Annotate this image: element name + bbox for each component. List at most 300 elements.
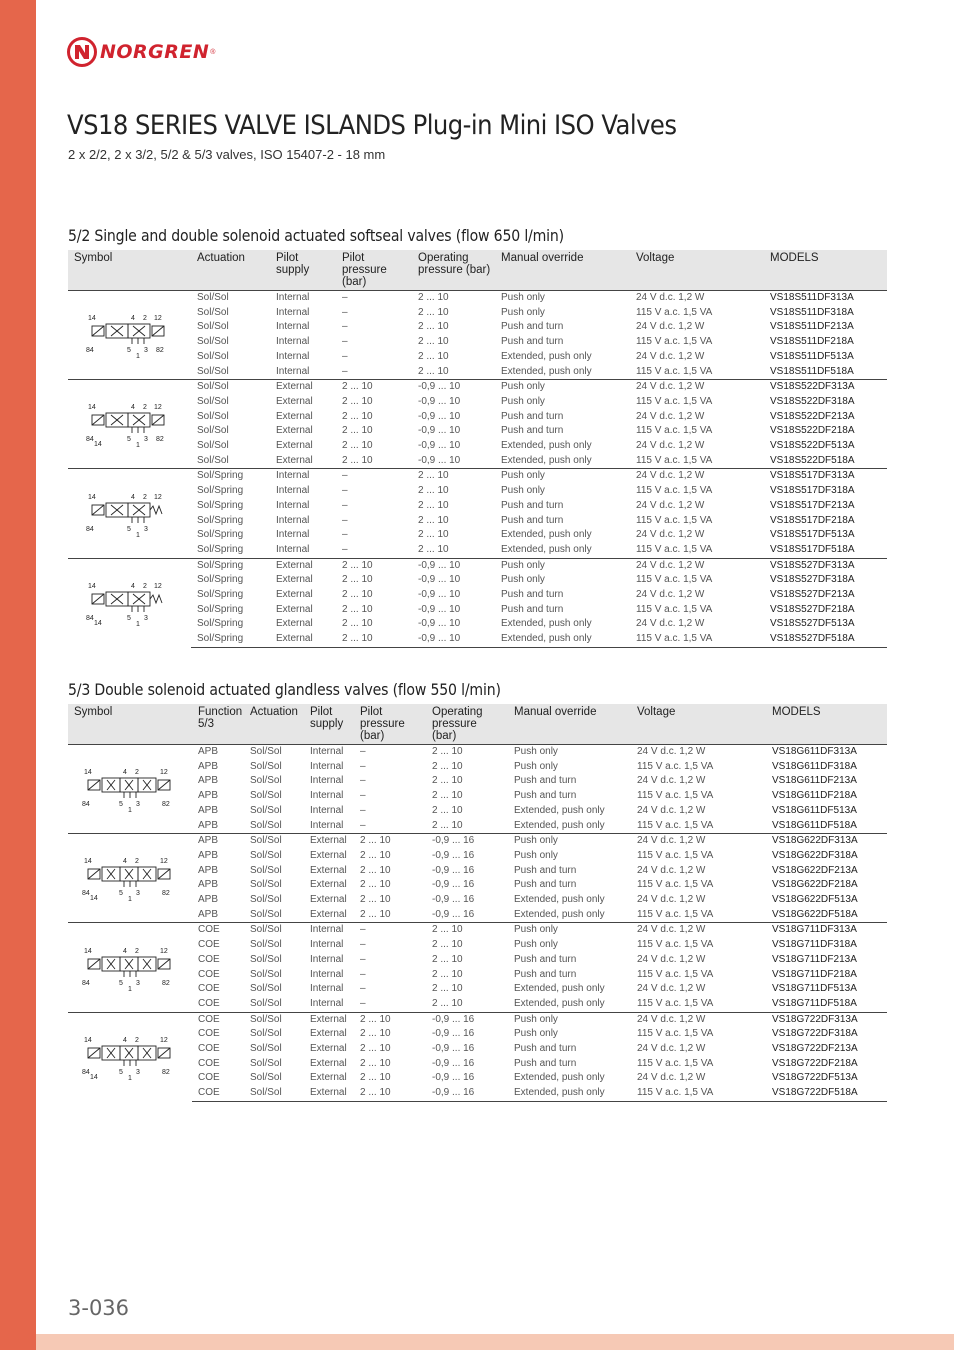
table-cell: Sol/Spring [197, 589, 244, 601]
table-cell: 2 ... 10 [336, 558, 412, 573]
section-title-5-2: 5/2 Single and double solenoid actuated softseal valves (flow 650 l/min) [68, 226, 564, 245]
table-cell: 115 V a.c. 1,5 VA [631, 1086, 766, 1101]
model-code: VS18G711DF218A [772, 968, 857, 980]
table-cell: 24 V d.c. 1,2 W [637, 864, 706, 876]
table-cell: Push only [514, 939, 558, 951]
table-cell: Extended, push only [514, 1072, 605, 1084]
model-code: VS18G722DF313A [766, 1012, 887, 1027]
table-cell: Sol/Sol [250, 760, 282, 772]
table-cell: COE [198, 968, 220, 980]
table-cell: – [360, 953, 366, 965]
table-cell: Internal [270, 543, 336, 558]
col-operating-pressure: Operating pressure (bar) [412, 250, 495, 291]
port-label: 1 [136, 442, 140, 450]
model-code: VS18G722DF513A [772, 1072, 858, 1084]
table-cell: 2 ... 10 [360, 894, 391, 906]
table-cell: Sol/Sol [250, 1043, 282, 1055]
table-cell: Push and turn [514, 1043, 577, 1055]
table-cell: – [342, 485, 348, 497]
port-label: 3 [136, 979, 140, 987]
model-code: VS18S517DF313A [764, 469, 887, 484]
valve-symbol-icon [68, 292, 188, 372]
table-cell: 115 V a.c. 1,5 VA [636, 574, 713, 586]
table-cell: Sol/Sol [191, 291, 270, 306]
table-cell: Extended, push only [501, 350, 592, 362]
table-cell: -0,9 ... 16 [432, 1028, 475, 1040]
table-cell: – [360, 790, 366, 802]
model-code: VS18S511DF218A [770, 336, 854, 348]
port-label: 3 [144, 525, 148, 533]
table-cell: External [310, 1043, 347, 1055]
table-cell: -0,9 ... 10 [418, 618, 461, 630]
section-title-5-3: 5/3 Double solenoid actuated glandless valves (flow 550 l/min) [68, 680, 501, 699]
table-cell: Sol/Sol [197, 336, 229, 348]
table-cell: COE [192, 1086, 244, 1101]
model-code: VS18S517DF518A [764, 543, 887, 558]
port-label: 14 [90, 895, 98, 903]
table-cell: 115 V a.c. 1,5 VA [636, 306, 713, 318]
table-cell: Sol/Sol [244, 1086, 304, 1101]
table-cell: Internal [270, 291, 336, 306]
table-cell: 2 ... 10 [426, 997, 508, 1012]
table-cell: 2 ... 10 [418, 350, 449, 362]
col-manual-override: Manual override [508, 704, 631, 745]
table-cell: Push only [508, 745, 631, 760]
port-label: 1 [136, 353, 140, 361]
table-cell: Internal [310, 968, 344, 980]
table-cell: 24 V d.c. 1,2 W [637, 983, 706, 995]
port-label: 82 [162, 1069, 170, 1077]
page-subtitle: 2 x 2/2, 2 x 3/2, 5/2 & 5/3 valves, ISO 15407-2 - 18 mm [68, 147, 386, 162]
table-cell: -0,9 ... 10 [412, 380, 495, 395]
table-cell: Sol/Sol [250, 790, 282, 802]
table-cell: Sol/Sol [244, 745, 304, 760]
table-cell: Internal [310, 790, 344, 802]
valve-symbol-cell [68, 380, 191, 469]
table-cell: 2 ... 10 [412, 469, 495, 484]
table-cell: Extended, push only [495, 632, 630, 647]
model-code: VS18S522DF518A [764, 454, 887, 469]
table-row [68, 1012, 887, 1027]
table-cell: Push and turn [514, 775, 577, 787]
table-cell: Push and turn [501, 410, 564, 422]
table-cell: Internal [304, 819, 354, 834]
table-cell: 2 ... 10 [360, 1072, 391, 1084]
port-label: 14 [84, 947, 92, 955]
table-cell: Sol/Sol [250, 1028, 282, 1040]
port-label: 4 [123, 1037, 127, 1045]
col-models: MODELS [766, 704, 887, 745]
port-label: 82 [162, 801, 170, 809]
port-label: 84 [86, 615, 94, 623]
table-cell: 2 ... 10 [418, 529, 449, 541]
table-header-row [68, 250, 887, 291]
table-cell: Internal [276, 306, 310, 318]
table-cell: APB [192, 908, 244, 923]
port-label: 84 [82, 890, 90, 898]
table-cell: – [342, 499, 348, 511]
table-cell: COE [198, 1043, 220, 1055]
table-cell: – [354, 819, 426, 834]
model-code: VS18S522DF318A [770, 395, 855, 407]
port-label: 3 [144, 436, 148, 444]
valves-5-2-table [68, 250, 887, 648]
table-cell: 115 V a.c. 1,5 VA [630, 543, 764, 558]
col-voltage: Voltage [631, 704, 766, 745]
table-cell: Push and turn [514, 1057, 577, 1069]
table-cell: 24 V d.c. 1,2 W [636, 589, 705, 601]
table-cell: Push and turn [514, 879, 577, 891]
model-code: VS18S522DF213A [770, 410, 855, 422]
port-label: 2 [135, 769, 139, 777]
table-cell: Sol/Spring [197, 603, 244, 615]
model-code: VS18G722DF318A [772, 1028, 858, 1040]
table-cell: 2 ... 10 [432, 760, 463, 772]
table-cell: 115 V a.c. 1,5 VA [637, 939, 714, 951]
table-cell: 2 ... 10 [342, 425, 373, 437]
norgren-emblem-icon [67, 37, 97, 67]
table-cell: Sol/Sol [191, 365, 270, 380]
table-cell: 24 V d.c. 1,2 W [630, 380, 764, 395]
table-cell: Sol/Sol [197, 440, 229, 452]
table-cell: 2 ... 10 [418, 336, 449, 348]
table-row [68, 380, 887, 395]
model-code: VS18G711DF313A [766, 923, 887, 938]
table-cell: External [304, 834, 354, 849]
valve-symbol-cell [68, 1012, 192, 1101]
model-code: VS18S511DF513A [770, 350, 854, 362]
table-cell: – [360, 760, 366, 772]
table-cell: 2 ... 10 [432, 775, 463, 787]
table-cell: External [304, 908, 354, 923]
port-label: 14 [94, 441, 102, 449]
table-cell: -0,9 ... 16 [432, 879, 475, 891]
table-cell: Sol/Sol [250, 1057, 282, 1069]
model-code: VS18S527DF213A [770, 589, 855, 601]
port-label: 12 [160, 1037, 168, 1045]
col-models: MODELS [764, 250, 887, 291]
valve-symbol-cell [68, 745, 192, 834]
table-cell: Sol/Sol [197, 321, 229, 333]
table-cell: -0,9 ... 10 [412, 558, 495, 573]
port-label: 5 [127, 525, 131, 533]
table-cell: APB [198, 804, 219, 816]
table-cell: Sol/Spring [197, 499, 244, 511]
valve-symbol-cell [68, 469, 191, 558]
model-code: VS18S517DF318A [770, 485, 855, 497]
table-cell: – [354, 923, 426, 938]
table-cell: Internal [310, 760, 344, 772]
table-cell: Internal [276, 321, 310, 333]
table-cell: 24 V d.c. 1,2 W [636, 350, 705, 362]
table-cell: Sol/Spring [197, 618, 244, 630]
table-cell: – [336, 469, 412, 484]
table-cell: Push and turn [514, 864, 577, 876]
table-cell: External [270, 558, 336, 573]
table-cell: Push only [501, 395, 545, 407]
model-code: VS18G611DF318A [772, 760, 857, 772]
side-accent-bar [0, 0, 36, 1350]
table-cell: 115 V a.c. 1,5 VA [636, 336, 713, 348]
table-cell: 115 V a.c. 1,5 VA [631, 997, 766, 1012]
table-cell: APB [192, 819, 244, 834]
model-code: VS18G711DF213A [772, 953, 857, 965]
table-cell: External [276, 589, 313, 601]
table-cell: Internal [276, 350, 310, 362]
table-cell: APB [198, 894, 219, 906]
table-cell: Internal [270, 365, 336, 380]
table-cell: -0,9 ... 16 [432, 864, 475, 876]
table-cell: 2 ... 10 [342, 618, 373, 630]
model-code: VS18G622DF213A [772, 864, 858, 876]
table-cell: Extended, push only [514, 804, 605, 816]
table-cell: Extended, push only [495, 543, 630, 558]
table-cell: – [354, 745, 426, 760]
table-cell: Push only [501, 485, 545, 497]
port-label: 5 [119, 1069, 123, 1077]
table-cell: APB [198, 849, 219, 861]
table-cell: Push only [508, 1012, 631, 1027]
model-code: VS18S511DF313A [764, 291, 887, 306]
table-cell: 115 V a.c. 1,5 VA [630, 632, 764, 647]
port-label: 12 [160, 769, 168, 777]
table-cell: COE [198, 953, 220, 965]
model-code: VS18S511DF318A [770, 306, 854, 318]
col-pilot-pressure: Pilot pressure (bar) [354, 704, 426, 745]
port-label: 4 [123, 769, 127, 777]
table-cell: APB [192, 745, 244, 760]
model-code: VS18G622DF518A [766, 908, 887, 923]
table-cell: 2 ... 10 [342, 574, 373, 586]
table-cell: Sol/Sol [244, 908, 304, 923]
table-cell: Internal [276, 485, 310, 497]
valve-symbol-cell [68, 291, 191, 380]
table-cell: 115 V a.c. 1,5 VA [636, 485, 713, 497]
table-cell: Push and turn [514, 790, 577, 802]
table-cell: Push only [508, 923, 631, 938]
table-cell: 2 ... 10 [412, 365, 495, 380]
table-cell: External [276, 410, 313, 422]
table-cell: COE [192, 997, 244, 1012]
table-cell: 24 V d.c. 1,2 W [631, 923, 766, 938]
port-label: 84 [82, 801, 90, 809]
model-code: VS18S527DF518A [764, 632, 887, 647]
table-cell: Push only [514, 849, 558, 861]
valves-5-3-table [68, 704, 887, 1102]
port-label: 2 [143, 404, 147, 412]
table-cell: Sol/Spring [197, 529, 244, 541]
table-cell: Extended, push only [514, 894, 605, 906]
table-cell: COE [198, 1072, 220, 1084]
table-cell: – [342, 529, 348, 541]
table-cell: 2 ... 10 [432, 953, 463, 965]
table-cell: APB [198, 790, 219, 802]
table-cell: 2 ... 10 [360, 1057, 391, 1069]
port-label: 5 [127, 347, 131, 355]
table-cell: COE [192, 923, 244, 938]
table-cell: Sol/Sol [197, 306, 229, 318]
port-label: 3 [144, 615, 148, 623]
valve-symbol-icon [68, 835, 188, 915]
table-cell: 2 ... 10 [426, 745, 508, 760]
table-header-row [68, 704, 887, 745]
table-cell: -0,9 ... 16 [432, 1043, 475, 1055]
table-cell: COE [192, 1012, 244, 1027]
table-cell: – [342, 336, 348, 348]
port-label: 5 [119, 801, 123, 809]
port-label: 4 [131, 404, 135, 412]
model-code: VS18G722DF218A [772, 1057, 858, 1069]
model-code: VS18S522DF513A [770, 440, 855, 452]
table-cell: 2 ... 10 [418, 321, 449, 333]
table-cell: External [310, 894, 347, 906]
bottom-accent-bar [36, 1334, 954, 1350]
table-cell: 2 ... 10 [418, 306, 449, 318]
table-cell: Internal [304, 997, 354, 1012]
port-label: 4 [123, 947, 127, 955]
table-cell: Sol/Spring [191, 469, 270, 484]
table-cell: 2 ... 10 [426, 923, 508, 938]
valve-symbol-cell [68, 923, 192, 1012]
port-label: 3 [136, 801, 140, 809]
port-label: 2 [135, 1037, 139, 1045]
port-label: 5 [119, 979, 123, 987]
table-cell: – [360, 968, 366, 980]
table-cell: 24 V d.c. 1,2 W [637, 1043, 706, 1055]
table-cell: -0,9 ... 10 [418, 574, 461, 586]
table-cell: Push only [495, 380, 630, 395]
col-pilot-pressure: Pilot pressure (bar) [336, 250, 412, 291]
table-cell: Push only [495, 558, 630, 573]
table-cell: Push and turn [501, 321, 564, 333]
table-cell: 24 V d.c. 1,2 W [630, 291, 764, 306]
table-cell: 2 ... 10 [412, 543, 495, 558]
port-label: 1 [128, 896, 132, 904]
table-cell: Extended, push only [508, 997, 631, 1012]
table-cell: – [360, 939, 366, 951]
table-cell: External [304, 1086, 354, 1101]
port-label: 82 [156, 347, 164, 355]
valve-symbol-icon [68, 381, 188, 461]
port-label: 14 [84, 769, 92, 777]
port-label: 82 [162, 979, 170, 987]
model-code: VS18S527DF313A [764, 558, 887, 573]
table-cell: 24 V d.c. 1,2 W [636, 618, 705, 630]
table-cell: 2 ... 10 [360, 1028, 391, 1040]
table-cell: Sol/Sol [250, 953, 282, 965]
table-cell: External [310, 864, 347, 876]
table-cell: – [354, 997, 426, 1012]
col-pilot-supply: Pilot supply [270, 250, 336, 291]
brand-name: NORGREN [100, 41, 210, 63]
table-cell: External [310, 1028, 347, 1040]
port-label: 14 [94, 620, 102, 628]
port-label: 5 [127, 615, 131, 623]
port-label: 14 [88, 583, 96, 591]
table-cell: Extended, push only [514, 983, 605, 995]
table-cell: Sol/Sol [244, 834, 304, 849]
port-label: 82 [156, 436, 164, 444]
table-cell: -0,9 ... 10 [418, 603, 461, 615]
table-cell: Sol/Sol [197, 410, 229, 422]
table-cell: -0,9 ... 10 [418, 589, 461, 601]
port-label: 84 [86, 347, 94, 355]
table-cell: Internal [310, 939, 344, 951]
valve-symbol-icon [68, 925, 188, 1005]
table-row [68, 745, 887, 760]
port-label: 14 [84, 858, 92, 866]
model-code: VS18S527DF513A [770, 618, 855, 630]
model-code: VS18S511DF518A [764, 365, 887, 380]
table-cell: Push only [514, 760, 558, 772]
table-cell: 2 ... 10 [342, 440, 373, 452]
table-cell: -0,9 ... 10 [418, 410, 461, 422]
table-cell: Sol/Sol [197, 350, 229, 362]
table-cell: Extended, push only [495, 454, 630, 469]
model-code: VS18S511DF213A [770, 321, 854, 333]
table-cell: COE [198, 939, 220, 951]
table-cell: 24 V d.c. 1,2 W [636, 410, 705, 422]
table-cell: -0,9 ... 16 [426, 1012, 508, 1027]
port-label: 12 [154, 404, 162, 412]
table-cell: -0,9 ... 10 [412, 454, 495, 469]
table-cell: -0,9 ... 10 [418, 440, 461, 452]
port-label: 84 [86, 436, 94, 444]
table-cell: Internal [270, 469, 336, 484]
port-label: 5 [119, 890, 123, 898]
table-cell: 24 V d.c. 1,2 W [637, 804, 706, 816]
table-cell: Internal [276, 514, 310, 526]
table-cell: Sol/Spring [191, 558, 270, 573]
table-cell: 115 V a.c. 1,5 VA [636, 395, 713, 407]
port-label: 4 [131, 315, 135, 323]
table-cell: 2 ... 10 [342, 603, 373, 615]
port-label: 84 [82, 979, 90, 987]
port-label: 2 [135, 947, 139, 955]
table-cell: – [342, 350, 348, 362]
port-label: 84 [82, 1069, 90, 1077]
col-operating-pressure: Operating pressure (bar) [426, 704, 508, 745]
col-pilot-supply: Pilot supply [304, 704, 354, 745]
port-label: 4 [123, 858, 127, 866]
table-cell: Push and turn [501, 589, 564, 601]
model-code: VS18G722DF213A [772, 1043, 858, 1055]
table-cell: APB [192, 834, 244, 849]
table-cell: External [270, 380, 336, 395]
port-label: 2 [143, 583, 147, 591]
model-code: VS18G711DF518A [766, 997, 887, 1012]
table-cell: Push and turn [514, 953, 577, 965]
table-cell: 2 ... 10 [360, 1043, 391, 1055]
port-label: 12 [154, 583, 162, 591]
table-cell: 24 V d.c. 1,2 W [637, 894, 706, 906]
table-cell: – [336, 291, 412, 306]
table-cell: 115 V a.c. 1,5 VA [636, 514, 713, 526]
table-cell: Sol/Sol [197, 395, 229, 407]
table-cell: Internal [304, 745, 354, 760]
model-code: VS18S522DF313A [764, 380, 887, 395]
table-cell: External [310, 849, 347, 861]
port-label: 3 [144, 347, 148, 355]
table-cell: Sol/Sol [244, 819, 304, 834]
col-symbol: Symbol [68, 250, 191, 291]
model-code: VS18G622DF313A [766, 834, 887, 849]
table-cell: APB [198, 864, 219, 876]
table-cell: 2 ... 10 [432, 983, 463, 995]
table-cell: COE [198, 983, 220, 995]
table-cell: External [270, 632, 336, 647]
table-row [68, 558, 887, 573]
